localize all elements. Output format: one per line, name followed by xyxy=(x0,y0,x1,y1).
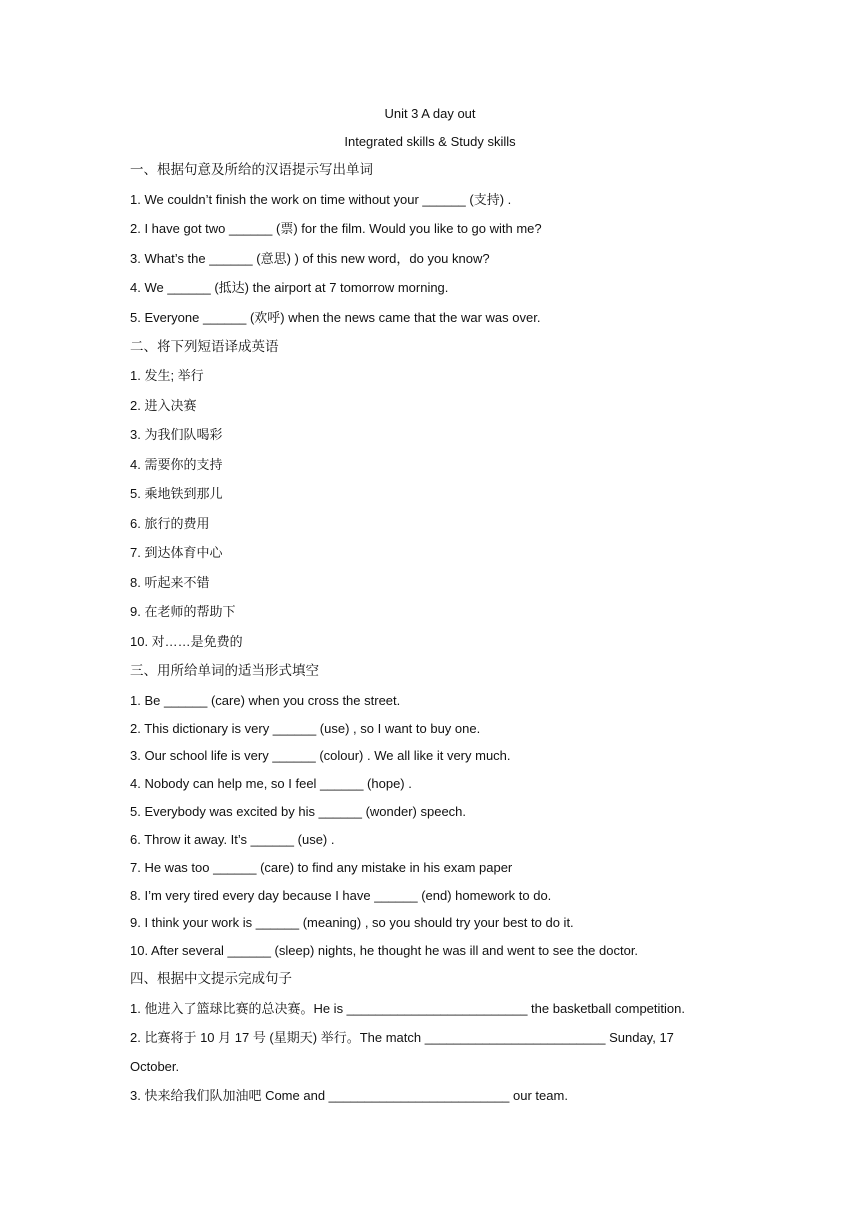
phrase-item: 9. 在老师的帮助下 xyxy=(130,604,236,619)
exercise-item: 5. Everyone ______ (欢呼) when the news came that the war was over. xyxy=(130,310,541,325)
section-heading: 一、根据句意及所给的汉语提示写出单词 xyxy=(130,162,373,178)
section-heading: 四、根据中文提示完成句子 xyxy=(130,971,292,987)
exercise-item: 5. Everybody was excited by his ______ (wonder) speech. xyxy=(130,804,467,819)
exercise-item: 8. I’m very tired every day because I have ______ (end) homework to do. xyxy=(130,888,552,903)
exercise-item: 4. We ______ (抵达) the airport at 7 tomorrow morning. xyxy=(130,280,449,295)
exercise-item-continuation: October. xyxy=(130,1059,180,1074)
section-heading: 二、将下列短语译成英语 xyxy=(130,339,279,355)
phrase-item: 3. 为我们队喝彩 xyxy=(130,427,223,442)
exercise-item: 2. I have got two ______ (票) for the film. Would you like to go with me? xyxy=(130,221,542,236)
exercise-item: 3. What’s the ______ (意思) ) of this new word，do you know? xyxy=(130,251,490,266)
phrase-item: 8. 听起来不错 xyxy=(130,575,210,590)
exercise-item: 6. Throw it away. It’s ______ (use) . xyxy=(130,832,335,847)
phrase-item: 7. 到达体育中心 xyxy=(130,545,223,560)
phrase-item: 4. 需要你的支持 xyxy=(130,457,223,472)
exercise-item: 3. 快来给我们队加油吧 Come and _________________________ our team. xyxy=(130,1088,568,1103)
phrase-item: 1. 发生; 举行 xyxy=(130,368,204,383)
exercise-item: 10. After several ______ (sleep) nights, he thought he was ill and went to see the doctor. xyxy=(130,943,639,958)
phrase-item: 2. 进入决赛 xyxy=(130,398,197,413)
phrase-item: 6. 旅行的费用 xyxy=(130,516,210,531)
exercise-item: 3. Our school life is very ______ (colour) . We all like it very much. xyxy=(130,748,511,763)
section-heading: 三、用所给单词的适当形式填空 xyxy=(130,663,319,679)
exercise-item: 1. Be ______ (care) when you cross the street. xyxy=(130,693,401,708)
exercise-item: 9. I think your work is ______ (meaning) , so you should try your best to do it. xyxy=(130,915,574,930)
page-subtitle: Integrated skills & Study skills xyxy=(344,134,516,149)
phrase-item: 10. 对……是免费的 xyxy=(130,634,243,649)
page-title: Unit 3 A day out xyxy=(384,106,476,121)
exercise-item: 7. He was too ______ (care) to find any mistake in his exam paper xyxy=(130,860,513,875)
exercise-item: 2. This dictionary is very ______ (use) , so I want to buy one. xyxy=(130,721,481,736)
exercise-item: 1. We couldn’t finish the work on time without your ______ (支持) . xyxy=(130,192,512,207)
phrase-item: 5. 乘地铁到那儿 xyxy=(130,486,223,501)
exercise-item: 1. 他进入了篮球比赛的总决赛。He is _________________________ the basketball competition. xyxy=(130,1001,685,1016)
exercise-item: 2. 比赛将于 10 月 17 号 (星期天) 举行。The match _________________________ Sunday, 17 xyxy=(130,1030,674,1045)
exercise-item: 4. Nobody can help me, so I feel ______ (hope) . xyxy=(130,776,412,791)
